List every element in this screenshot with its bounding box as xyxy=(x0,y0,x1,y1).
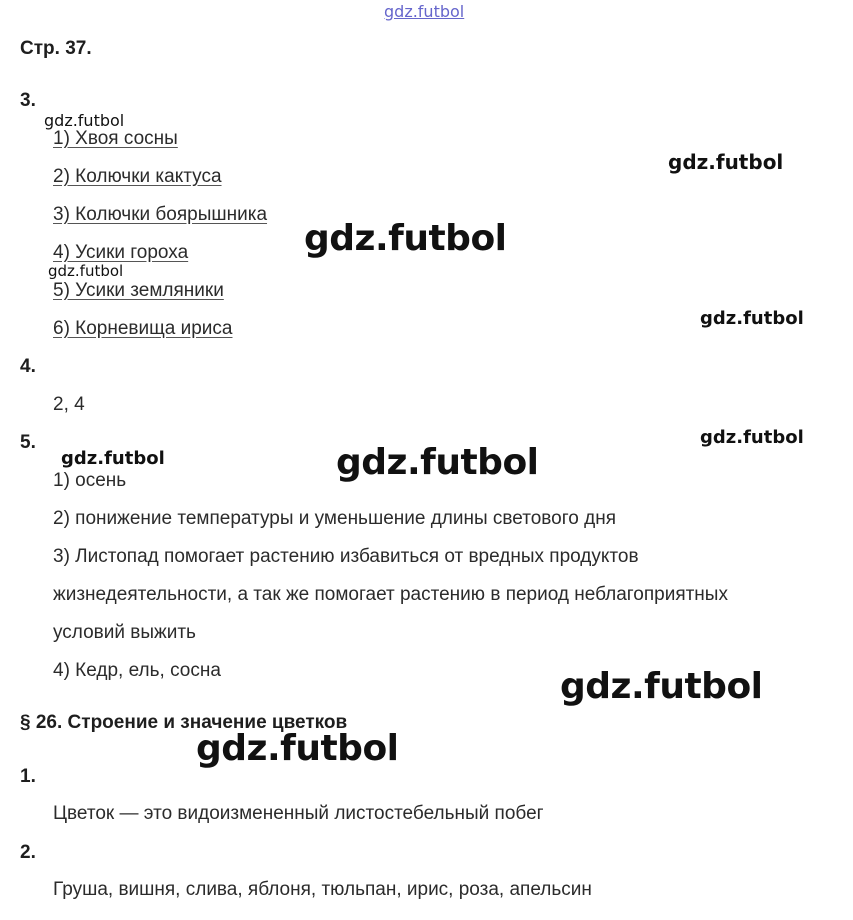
watermark: gdz.futbol xyxy=(700,427,804,448)
task-5-line-5: условий выжить xyxy=(53,622,196,643)
task-5-line-3: 3) Листопад помогает растению избавиться от вредных продуктов xyxy=(53,546,639,567)
task-3-item-3: 3) Колючки боярышника xyxy=(53,204,268,225)
section-task-1-answer: Цветок — это видоизмененный листостебельный побег xyxy=(53,803,544,824)
section-heading: § 26. Строение и значение цветков xyxy=(20,712,348,733)
task-4-number: 4. xyxy=(20,356,36,377)
task-3-item-2: 2) Колючки кактуса xyxy=(53,166,222,187)
watermark: gdz.futbol xyxy=(44,111,125,130)
task-3-item-1: 1) Хвоя сосны xyxy=(53,128,178,149)
task-5-line-4: жизнедеятельности, а так же помогает растению в период неблагоприятных xyxy=(53,584,728,605)
task-3-number: 3. xyxy=(20,90,36,111)
task-3-item-6: 6) Корневища ириса xyxy=(53,318,233,339)
task-5-line-6: 4) Кедр, ель, сосна xyxy=(53,660,221,681)
section-task-2-answer: Груша, вишня, слива, яблоня, тюльпан, ирис, роза, апельсин xyxy=(53,879,592,900)
watermark: gdz.futbol xyxy=(196,728,399,769)
page-reference: Стр. 37. xyxy=(20,38,92,59)
task-5-number: 5. xyxy=(20,432,36,453)
watermark: gdz.futbol xyxy=(336,442,539,483)
watermark: gdz.futbol xyxy=(61,448,165,469)
task-4-answer: 2, 4 xyxy=(53,394,85,415)
task-5-line-1: 1) осень xyxy=(53,470,127,491)
section-task-1-number: 1. xyxy=(20,766,36,787)
section-task-2-number: 2. xyxy=(20,842,36,863)
watermark: gdz.futbol xyxy=(700,308,804,329)
watermark: gdz.futbol xyxy=(304,218,507,259)
watermark: gdz.futbol xyxy=(560,666,763,707)
task-3-item-4: 4) Усики гороха xyxy=(53,242,189,263)
watermark: gdz.futbol xyxy=(48,262,124,280)
watermark: gdz.futbol xyxy=(668,150,784,174)
task-3-item-5: 5) Усики земляники xyxy=(53,280,224,301)
watermark-top: gdz.futbol xyxy=(384,2,465,21)
task-5-line-2: 2) понижение температуры и уменьшение длины светового дня xyxy=(53,508,616,529)
